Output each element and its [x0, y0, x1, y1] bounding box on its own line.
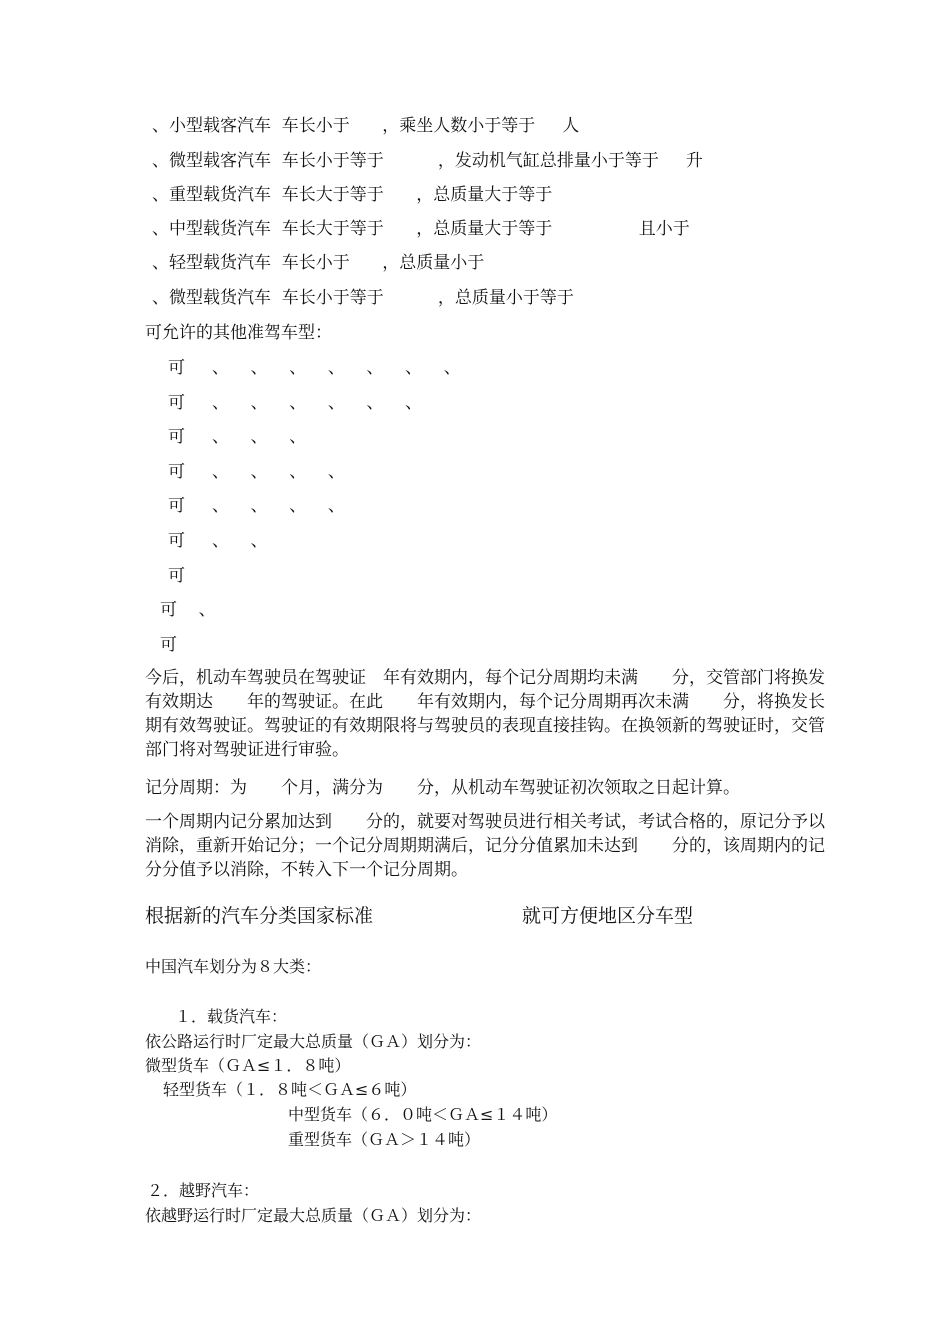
ke-row: 可	[160, 635, 177, 655]
intro-text: 中国汽车划分为８大类：	[145, 957, 322, 976]
truck-class-item: 微型货车（ＧＡ≤１．８吨）	[145, 1056, 351, 1075]
section-1-desc: 依公路运行时厂定最大总质量（ＧＡ）划分为：	[145, 1032, 482, 1051]
vehicle-rule: 、重型载货汽车 车长大于等于 ，总质量大于等于	[152, 185, 553, 205]
paragraph-validity: 今后，机动车驾驶员在驾驶证 年有效期内，每个记分周期均未满 分，交管部门将换发有效期达 年的驾驶证。在此 年有效期内，每个记分周期再次未满 分，将换发长期有效驾驶证。驾驶证的有效期限将与驾驶员的表现直接挂钩。在换领新的驾驶证时，交管部门将对驾驶证进行审验。	[145, 668, 825, 760]
ke-row: 可 、 、 、 、 、 、	[168, 393, 423, 413]
paragraph-scoring-rules: 一个周期内记分累加达到 分的，就要对驾驶员进行相关考试，考试合格的，原记分予以消除，重新开始记分；一个记分周期期满后，记分分值累加未达到 分的，该周期内的记分分值予以消除，不转入下一个记分周期。	[145, 812, 825, 880]
vehicle-rule: 、小型载客汽车 车长小于 ，乘坐人数小于等于 人	[152, 116, 580, 136]
ke-row: 可 、 、 、 、	[168, 496, 345, 516]
section-2-title: ２．越野汽车：	[147, 1181, 260, 1200]
truck-class-item: 中型货车（６．０吨＜ＧＡ≤１４吨）	[288, 1105, 558, 1124]
vehicle-rule: 、轻型载货汽车 车长小于 ，总质量小于	[152, 253, 485, 273]
ke-row: 可 、 、	[168, 531, 268, 551]
heading-classify: 就可方便地区分车型	[522, 905, 694, 927]
section-1-title: １．载货汽车：	[175, 1007, 288, 1026]
other-types-label: 可允许的其他准驾车型：	[145, 323, 332, 343]
ke-row: 可 、 、 、	[168, 427, 307, 447]
ke-row: 可 、 、 、 、 、 、 、	[168, 358, 461, 378]
ke-row: 可	[168, 566, 185, 586]
paragraph-scoring-period: 记分周期：为 个月，满分为 分，从机动车驾驶证初次领取之日起计算。	[145, 778, 740, 798]
truck-class-item: 轻型货车（１．８吨＜ＧＡ≤６吨）	[163, 1080, 417, 1099]
truck-class-item: 重型货车（ＧＡ＞１４吨）	[288, 1130, 481, 1149]
section-2-desc: 依越野运行时厂定最大总质量（ＧＡ）划分为：	[145, 1206, 482, 1225]
ke-row: 可 、	[160, 600, 216, 620]
vehicle-rule: 、微型载客汽车 车长小于等于 ，发动机气缸总排量小于等于 升	[152, 151, 703, 171]
ke-row: 可 、 、 、 、	[168, 462, 345, 482]
vehicle-rule: 、中型载货汽车 车长大于等于 ，总质量大于等于 且小于	[152, 219, 690, 239]
heading-standard: 根据新的汽车分类国家标准	[145, 905, 374, 927]
vehicle-rule: 、微型载货汽车 车长小于等于 ，总质量小于等于	[152, 288, 574, 308]
